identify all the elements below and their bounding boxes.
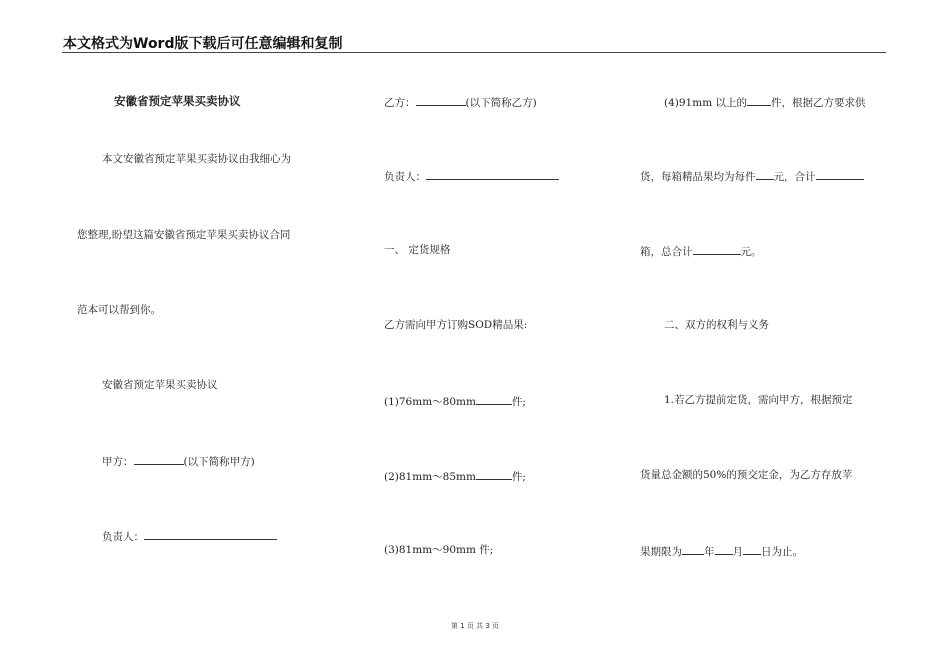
intro-line-2: 您整理,盼望这篇安徽省预定苹果买卖协议合同 bbox=[77, 229, 291, 241]
total-blank bbox=[693, 243, 741, 255]
supply-text: 货，每箱精品果均为每件 bbox=[640, 171, 756, 183]
party-a-responsible-line bbox=[102, 528, 277, 544]
spec-1-text: (1)76mm～80mm bbox=[384, 396, 476, 408]
month-label: 月 bbox=[732, 546, 743, 558]
party-b-responsible-line bbox=[384, 168, 559, 184]
year-label: 年 bbox=[704, 546, 715, 558]
party-a-label: 甲方： bbox=[102, 456, 134, 468]
document-header: 本文格式为Word版下载后可任意编辑和复制 bbox=[63, 36, 343, 52]
document-title: 安徽省预定苹果买卖协议 bbox=[114, 94, 241, 108]
period-text: 果期限为 bbox=[640, 546, 682, 558]
year-blank bbox=[682, 543, 704, 555]
spec-1-blank bbox=[476, 393, 512, 405]
party-a-blank bbox=[134, 453, 184, 465]
responsible-label: 负责人： bbox=[384, 171, 426, 183]
section-order-spec: 一、 定货规格 bbox=[384, 244, 451, 256]
clause-line-3 bbox=[640, 543, 803, 559]
day-blank bbox=[743, 543, 761, 555]
spec-line-4 bbox=[664, 94, 866, 110]
party-a-suffix: (以下简称甲方) bbox=[183, 456, 255, 468]
unit-price-blank bbox=[756, 168, 774, 180]
party-a-line bbox=[102, 453, 255, 469]
spec-line-2 bbox=[384, 468, 526, 484]
party-b-suffix: (以下简称乙方) bbox=[465, 97, 537, 109]
clause-line-1: 1.若乙方提前定货，需向甲方，根据预定 bbox=[664, 394, 853, 406]
order-intro: 乙方需向甲方订购SOD精品果: bbox=[384, 319, 528, 331]
section-rights: 二、双方的权利与义务 bbox=[664, 319, 769, 331]
party-b-line bbox=[384, 94, 537, 110]
header-rule bbox=[62, 52, 886, 53]
total-suffix: 元。 bbox=[740, 246, 762, 258]
box-count-blank bbox=[816, 168, 864, 180]
agreement-subtitle: 安徽省预定苹果买卖协议 bbox=[102, 379, 218, 391]
total-line bbox=[640, 243, 762, 259]
spec-line-1 bbox=[384, 393, 526, 409]
spec-4-blank bbox=[747, 94, 771, 106]
responsible-blank bbox=[144, 528, 277, 540]
day-label: 日为止。 bbox=[761, 546, 803, 558]
responsible-blank bbox=[426, 168, 559, 180]
spec-line-3: (3)81mm～90mm 件; bbox=[384, 544, 494, 556]
party-b-label: 乙方： bbox=[384, 97, 416, 109]
intro-line-1: 本文安徽省预定苹果买卖协议由我细心为 bbox=[102, 153, 291, 165]
responsible-label: 负责人： bbox=[102, 531, 144, 543]
spec-2-blank bbox=[476, 468, 512, 480]
supply-suffix: 元，合计 bbox=[773, 171, 816, 183]
clause-line-2: 货量总金额的50%的预交定金，为乙方存放苹 bbox=[640, 469, 853, 481]
spec-2-text: (2)81mm～85mm bbox=[384, 471, 476, 483]
spec-4-suffix: 件，根据乙方要求供 bbox=[771, 97, 866, 109]
page-footer: 第 1 页 共 3 页 bbox=[450, 622, 500, 630]
spec-1-unit: 件; bbox=[511, 396, 526, 408]
spec-2-unit: 件; bbox=[511, 471, 526, 483]
supply-line bbox=[640, 168, 864, 184]
party-b-blank bbox=[416, 94, 466, 106]
intro-line-3: 范本可以帮到你。 bbox=[77, 304, 161, 316]
total-text: 箱，总合计 bbox=[640, 246, 693, 258]
spec-4-text: (4)91mm 以上的 bbox=[664, 97, 747, 109]
month-blank bbox=[715, 543, 733, 555]
